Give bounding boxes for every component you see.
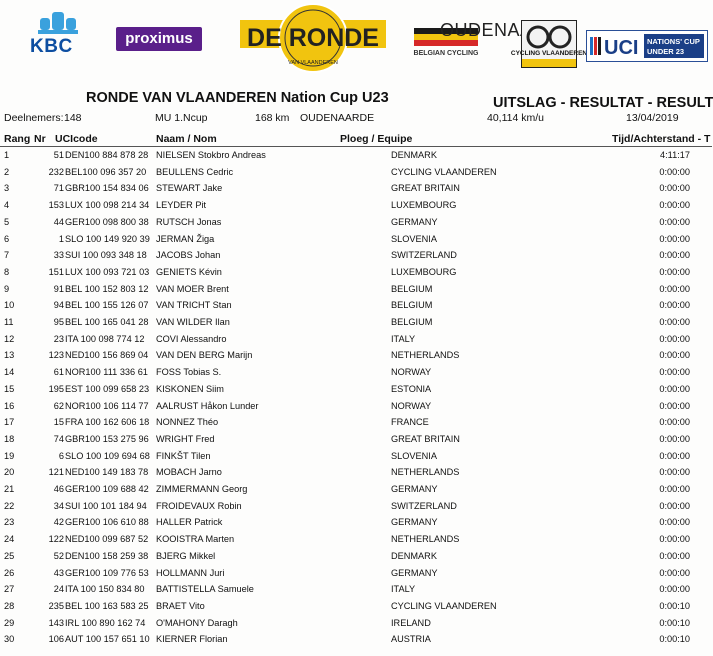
uci-sub1-text: NATIONS' CUP bbox=[647, 37, 700, 46]
header-team: Ploeg / Equipe bbox=[340, 133, 413, 145]
team-cell: LUXEMBOURG bbox=[391, 200, 457, 211]
time-cell: 0:00:00 bbox=[659, 166, 690, 177]
table-row bbox=[0, 417, 712, 433]
team-cell: ESTONIA bbox=[391, 383, 432, 394]
bib-number-cell: 143 bbox=[48, 617, 64, 628]
uci-code-cell: FRA 100 162 606 18 bbox=[65, 417, 150, 428]
rider-name-cell: FINKŠT Tilen bbox=[156, 450, 211, 461]
rider-name-cell: HOLLMANN Juri bbox=[156, 567, 225, 578]
result-title: UITSLAG - RESULTAT - RESULT bbox=[493, 95, 713, 111]
team-cell: GREAT BRITAIN bbox=[391, 183, 460, 194]
rank-cell: 12 bbox=[4, 333, 15, 344]
table-row bbox=[0, 451, 712, 467]
uci-code-cell: GBR100 154 834 06 bbox=[65, 183, 149, 194]
team-cell: NORWAY bbox=[391, 400, 432, 411]
bib-number-cell: 51 bbox=[53, 150, 64, 160]
bib-number-cell: 74 bbox=[53, 433, 64, 444]
rider-name-cell: RUTSCH Jonas bbox=[156, 216, 222, 227]
table-row bbox=[0, 568, 712, 584]
uci-code-cell: EST 100 099 658 23 bbox=[65, 383, 150, 394]
team-cell: NORWAY bbox=[391, 367, 432, 378]
cycling-vlaanderen-logo bbox=[510, 20, 588, 68]
bib-number-cell: 43 bbox=[53, 567, 64, 578]
rank-cell: 3 bbox=[4, 183, 10, 194]
time-cell: 0:00:00 bbox=[659, 333, 690, 344]
uci-code-cell: NOR100 111 336 61 bbox=[65, 367, 148, 378]
table-row bbox=[0, 267, 712, 283]
table-row bbox=[0, 517, 712, 533]
uci-code-cell: DEN100 884 878 28 bbox=[65, 150, 149, 160]
bib-number-cell: 34 bbox=[53, 500, 64, 511]
rider-name-cell: HALLER Patrick bbox=[156, 517, 223, 528]
team-cell: SWITZERLAND bbox=[391, 500, 457, 511]
time-cell: 0:00:00 bbox=[659, 417, 690, 428]
time-cell: 0:00:00 bbox=[659, 484, 690, 494]
bib-number-cell: 15 bbox=[53, 417, 64, 428]
de-ronde-logo-text: DE RONDE bbox=[247, 24, 379, 52]
time-cell: 0:00:00 bbox=[659, 300, 690, 311]
time-cell: 0:00:00 bbox=[659, 567, 690, 578]
team-cell: NETHERLANDS bbox=[391, 467, 460, 478]
rider-name-cell: GENIETS Kévin bbox=[156, 266, 222, 277]
rider-name-cell: BEULLENS Cedric bbox=[156, 166, 234, 177]
uci-code-cell: GBR100 153 275 96 bbox=[65, 433, 149, 444]
time-cell: 0:00:00 bbox=[659, 500, 690, 511]
team-cell: ITALY bbox=[391, 333, 416, 344]
time-cell: 0:00:00 bbox=[659, 266, 690, 277]
uci-code-cell: NED100 156 869 04 bbox=[65, 350, 149, 361]
header-nr: Nr bbox=[34, 133, 46, 145]
table-row bbox=[0, 551, 712, 567]
team-cell: GERMANY bbox=[391, 567, 438, 578]
rank-cell: 13 bbox=[4, 350, 15, 361]
rider-name-cell: KOOISTRA Marten bbox=[156, 534, 235, 545]
bib-number-cell: 123 bbox=[48, 350, 64, 361]
time-cell: 0:00:00 bbox=[659, 250, 690, 261]
bib-number-cell: 46 bbox=[53, 484, 64, 494]
place-label: OUDENAARDE bbox=[440, 20, 573, 40]
bib-number-cell: 42 bbox=[53, 517, 64, 528]
time-cell: 0:00:00 bbox=[659, 183, 690, 194]
uci-code-cell: NED100 149 183 78 bbox=[65, 467, 149, 478]
rider-name-cell: COVI Alessandro bbox=[156, 333, 227, 344]
team-cell: BELGIUM bbox=[391, 283, 433, 294]
time-cell: 0:00:00 bbox=[659, 350, 690, 361]
rank-cell: 19 bbox=[4, 450, 15, 461]
uci-code-cell: GER100 106 610 88 bbox=[65, 517, 149, 528]
team-cell: CYCLING VLAANDEREN bbox=[391, 600, 497, 611]
time-cell: 0:00:00 bbox=[659, 400, 690, 411]
team-cell: SLOVENIA bbox=[391, 450, 437, 461]
team-cell: CYCLING VLAANDEREN bbox=[391, 166, 497, 177]
rank-cell: 4 bbox=[4, 200, 10, 211]
rider-name-cell: AALRUST Håkon Lunder bbox=[156, 400, 259, 411]
table-row bbox=[0, 534, 712, 550]
time-cell: 0:00:00 bbox=[659, 233, 690, 244]
rider-name-cell: NIELSEN Stokbro Andreas bbox=[156, 150, 266, 160]
rider-name-cell: VAN MOER Brent bbox=[156, 283, 229, 294]
rank-cell: 20 bbox=[4, 467, 15, 478]
table-row bbox=[0, 350, 712, 366]
bib-number-cell: 24 bbox=[53, 584, 64, 595]
bib-number-cell: 153 bbox=[48, 200, 64, 211]
bib-number-cell: 62 bbox=[53, 400, 64, 411]
table-row bbox=[0, 167, 712, 183]
uci-code-cell: GER100 098 800 38 bbox=[65, 216, 149, 227]
belgian-cycling-text: BELGIAN CYCLING bbox=[413, 50, 479, 57]
rank-cell: 25 bbox=[4, 550, 15, 561]
uci-code-cell: IRL 100 890 162 74 bbox=[65, 617, 146, 628]
time-cell: 0:00:00 bbox=[659, 383, 690, 394]
table-row bbox=[0, 601, 712, 617]
time-cell: 0:00:00 bbox=[659, 584, 690, 595]
time-cell: 0:00:00 bbox=[659, 367, 690, 378]
header-name: Naam / Nom bbox=[156, 133, 217, 145]
time-cell: 0:00:00 bbox=[659, 467, 690, 478]
team-cell: DENMARK bbox=[391, 150, 437, 160]
rank-cell: 28 bbox=[4, 600, 15, 611]
team-cell: SWITZERLAND bbox=[391, 250, 457, 261]
proximus-logo: proximus bbox=[116, 27, 202, 51]
team-cell: BELGIUM bbox=[391, 300, 433, 311]
table-row bbox=[0, 183, 712, 199]
bib-number-cell: 71 bbox=[53, 183, 64, 194]
rank-cell: 26 bbox=[4, 567, 15, 578]
uci-code-cell: ITA 100 150 834 80 bbox=[65, 584, 145, 595]
rider-name-cell: BJERG Mikkel bbox=[156, 550, 216, 561]
bib-number-cell: 151 bbox=[48, 266, 64, 277]
table-row bbox=[0, 150, 712, 166]
time-cell: 0:00:00 bbox=[659, 216, 690, 227]
table-row bbox=[0, 334, 712, 350]
rider-name-cell: STEWART Jake bbox=[156, 183, 223, 194]
kbc-logo-text: KBC bbox=[30, 36, 73, 57]
table-row bbox=[0, 618, 712, 634]
rider-name-cell: KISKONEN Siim bbox=[156, 383, 224, 394]
time-cell: 0:00:10 bbox=[659, 617, 690, 628]
uci-code-cell: BEL 100 155 126 07 bbox=[65, 300, 149, 311]
rider-name-cell: O'MAHONY Daragh bbox=[156, 617, 238, 628]
table-row bbox=[0, 217, 712, 233]
uci-code-cell: BEL 100 165 041 28 bbox=[65, 317, 149, 327]
time-cell: 0:00:00 bbox=[659, 450, 690, 461]
table-row bbox=[0, 200, 712, 216]
rider-name-cell: WRIGHT Fred bbox=[156, 433, 215, 444]
team-cell: FRANCE bbox=[391, 417, 429, 428]
table-row bbox=[0, 317, 712, 333]
rider-name-cell: MOBACH Jarno bbox=[156, 467, 222, 478]
bib-number-cell: 23 bbox=[53, 333, 64, 344]
time-cell: 0:00:00 bbox=[659, 200, 690, 211]
rider-name-cell: ZIMMERMANN Georg bbox=[156, 484, 248, 494]
uci-code-cell: BEL 100 163 583 25 bbox=[65, 600, 149, 611]
time-cell: 0:00:10 bbox=[659, 634, 690, 645]
table-row bbox=[0, 484, 712, 500]
table-row bbox=[0, 434, 712, 450]
de-ronde-logo bbox=[240, 2, 386, 74]
rank-cell: 9 bbox=[4, 283, 10, 294]
rider-name-cell: JACOBS Johan bbox=[156, 250, 221, 261]
bib-number-cell: 94 bbox=[53, 300, 64, 311]
rider-name-cell: VAN WILDER Ilan bbox=[156, 317, 230, 327]
race-distance: 168 km bbox=[255, 112, 290, 124]
bib-number-cell: 122 bbox=[48, 534, 64, 545]
bib-number-cell: 232 bbox=[48, 166, 64, 177]
rank-cell: 21 bbox=[4, 484, 15, 494]
uci-text: UCI bbox=[604, 37, 639, 59]
table-row bbox=[0, 401, 712, 417]
bib-number-cell: 195 bbox=[48, 383, 64, 394]
race-category: MU 1.Ncup bbox=[155, 112, 208, 124]
header-divider bbox=[0, 146, 712, 147]
rank-cell: 18 bbox=[4, 433, 15, 444]
kbc-logo-mark bbox=[28, 8, 86, 38]
time-cell: 4:11:17 bbox=[660, 150, 690, 160]
rank-cell: 17 bbox=[4, 417, 15, 428]
team-cell: IRELAND bbox=[391, 617, 431, 628]
team-cell: GERMANY bbox=[391, 216, 438, 227]
rank-cell: 24 bbox=[4, 534, 15, 545]
time-cell: 0:00:00 bbox=[659, 534, 690, 545]
cycling-vlaanderen-text: CYCLING VLAANDEREN bbox=[510, 50, 588, 57]
team-cell: GERMANY bbox=[391, 517, 438, 528]
rank-cell: 23 bbox=[4, 517, 15, 528]
team-cell: ITALY bbox=[391, 584, 416, 595]
rank-cell: 6 bbox=[4, 233, 10, 244]
uci-code-cell: NED100 099 687 52 bbox=[65, 534, 149, 545]
bib-number-cell: 6 bbox=[58, 450, 64, 461]
bib-number-cell: 44 bbox=[53, 216, 64, 227]
bib-number-cell: 52 bbox=[53, 550, 64, 561]
team-cell: AUSTRIA bbox=[391, 634, 431, 645]
uci-sub2-text: UNDER 23 bbox=[647, 47, 685, 56]
uci-code-cell: AUT 100 157 651 10 bbox=[65, 634, 150, 645]
average-speed: 40,114 km/u bbox=[487, 112, 545, 124]
bib-number-cell: 1 bbox=[58, 233, 64, 244]
table-row bbox=[0, 501, 712, 517]
table-row bbox=[0, 467, 712, 483]
uci-code-cell: SUI 100 101 184 94 bbox=[65, 500, 147, 511]
rider-name-cell: BRAET Vito bbox=[156, 600, 205, 611]
uci-code-cell: SUI 100 093 348 18 bbox=[65, 250, 147, 261]
uci-code-cell: BEL100 096 357 20 bbox=[65, 166, 147, 177]
uci-code-cell: GER100 109 776 53 bbox=[65, 567, 149, 578]
time-cell: 0:00:00 bbox=[659, 433, 690, 444]
table-row bbox=[0, 634, 712, 650]
bib-number-cell: 91 bbox=[53, 283, 64, 294]
finish-location: OUDENAARDE bbox=[300, 112, 375, 124]
rank-cell: 15 bbox=[4, 383, 15, 394]
table-row bbox=[0, 300, 712, 316]
uci-code-cell: SLO 100 109 694 68 bbox=[65, 450, 150, 461]
bib-number-cell: 121 bbox=[48, 467, 64, 478]
time-cell: 0:00:00 bbox=[659, 283, 690, 294]
bib-number-cell: 106 bbox=[48, 634, 64, 645]
uci-code-cell: LUX 100 093 721 03 bbox=[65, 266, 150, 277]
rank-cell: 30 bbox=[4, 634, 15, 645]
uci-code-cell: DEN100 158 259 38 bbox=[65, 550, 149, 561]
team-cell: GERMANY bbox=[391, 484, 438, 494]
rank-cell: 11 bbox=[4, 317, 14, 327]
rank-cell: 14 bbox=[4, 367, 15, 378]
uci-code-cell: GER100 109 688 42 bbox=[65, 484, 149, 494]
participants-count: 148 bbox=[64, 112, 82, 124]
rider-name-cell: KIERNER Florian bbox=[156, 634, 228, 645]
table-row bbox=[0, 384, 712, 400]
uci-code-cell: BEL 100 152 803 12 bbox=[65, 283, 149, 294]
rider-name-cell: FOSS Tobias S. bbox=[156, 367, 222, 378]
team-cell: LUXEMBOURG bbox=[391, 266, 457, 277]
team-cell: NETHERLANDS bbox=[391, 534, 460, 545]
rider-name-cell: BATTISTELLA Samuele bbox=[156, 584, 254, 595]
time-cell: 0:00:00 bbox=[659, 317, 690, 327]
team-cell: NETHERLANDS bbox=[391, 350, 460, 361]
rank-cell: 16 bbox=[4, 400, 15, 411]
participants-label: Deelnemers: bbox=[4, 112, 64, 124]
uci-code-cell: LUX 100 098 214 34 bbox=[65, 200, 150, 211]
uci-code-cell: SLO 100 149 920 39 bbox=[65, 233, 150, 244]
header-time: Tijd/Achterstand - T bbox=[612, 133, 711, 145]
uci-code-cell: ITA 100 098 774 12 bbox=[65, 333, 145, 344]
rank-cell: 22 bbox=[4, 500, 15, 511]
rider-name-cell: FROIDEVAUX Robin bbox=[156, 500, 242, 511]
header-uci-code: UCIcode bbox=[55, 133, 98, 145]
header-rank: Rang bbox=[4, 133, 31, 145]
table-row bbox=[0, 284, 712, 300]
rank-cell: 5 bbox=[4, 216, 10, 227]
uci-code-cell: NOR100 106 114 77 bbox=[65, 400, 149, 411]
rank-cell: 27 bbox=[4, 584, 15, 595]
team-cell: DENMARK bbox=[391, 550, 437, 561]
rider-name-cell: JERMAN Žiga bbox=[156, 233, 215, 244]
rider-name-cell: VAN TRICHT Stan bbox=[156, 300, 232, 311]
bib-number-cell: 61 bbox=[53, 367, 64, 378]
uci-nations-cup-logo bbox=[586, 30, 708, 62]
team-cell: SLOVENIA bbox=[391, 233, 437, 244]
rank-cell: 8 bbox=[4, 266, 10, 277]
bib-number-cell: 235 bbox=[48, 600, 64, 611]
race-date: 13/04/2019 bbox=[626, 112, 679, 124]
race-title: RONDE VAN VLAANDEREN Nation Cup U23 bbox=[86, 90, 389, 106]
bib-number-cell: 33 bbox=[53, 250, 64, 261]
team-cell: BELGIUM bbox=[391, 317, 433, 327]
table-row bbox=[0, 250, 712, 266]
time-cell: 0:00:00 bbox=[659, 550, 690, 561]
rank-cell: 2 bbox=[4, 166, 10, 177]
rider-name-cell: NONNEZ Théo bbox=[156, 417, 219, 428]
bib-number-cell: 95 bbox=[53, 317, 64, 327]
time-cell: 0:00:00 bbox=[659, 517, 690, 528]
rank-cell: 1 bbox=[4, 150, 10, 160]
rank-cell: 10 bbox=[4, 300, 15, 311]
rider-name-cell: LEYDER Pit bbox=[156, 200, 207, 211]
de-ronde-logo-subtext: VAN VLAANDEREN bbox=[288, 60, 338, 66]
table-row bbox=[0, 234, 712, 250]
table-row bbox=[0, 367, 712, 383]
time-cell: 0:00:10 bbox=[659, 600, 690, 611]
team-cell: GREAT BRITAIN bbox=[391, 433, 460, 444]
rider-name-cell: VAN DEN BERG Marijn bbox=[156, 350, 253, 361]
rank-cell: 7 bbox=[4, 250, 10, 261]
table-row bbox=[0, 584, 712, 600]
rank-cell: 29 bbox=[4, 617, 15, 628]
